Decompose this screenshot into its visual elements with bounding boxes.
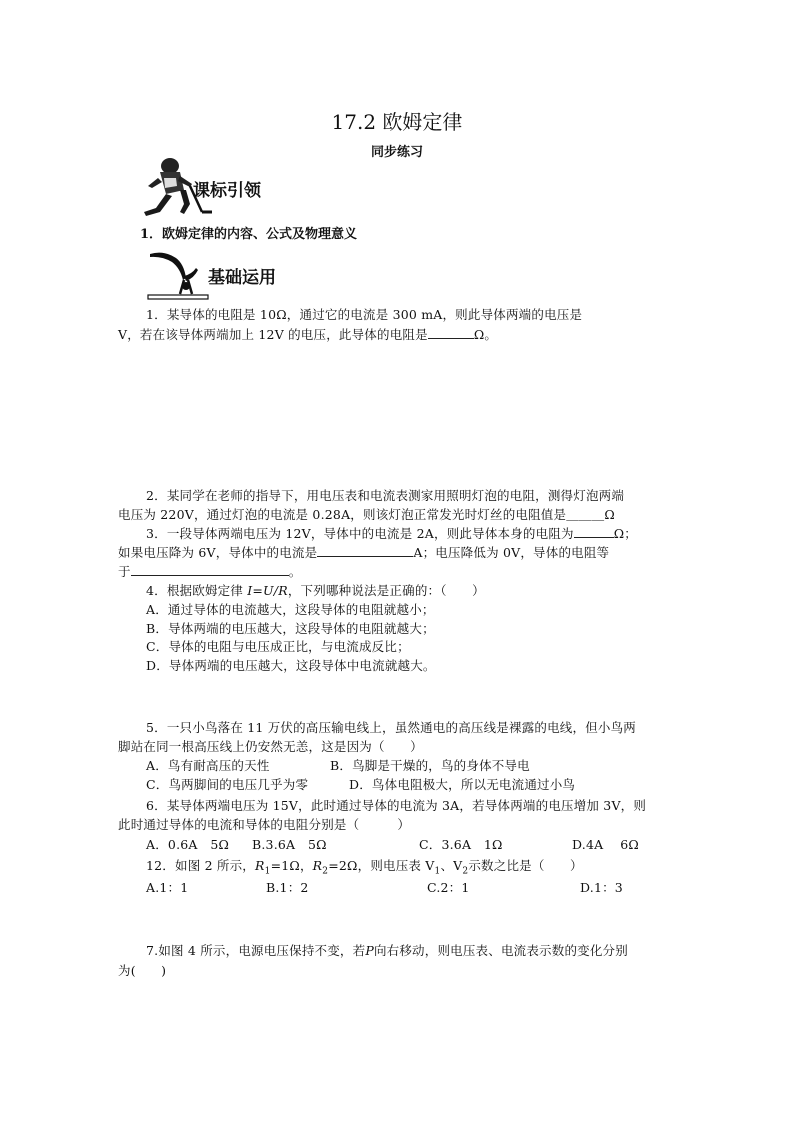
section-heading-jichu: 基础运用 bbox=[208, 268, 276, 288]
question-6-option-a: A．0.6A 5Ω bbox=[146, 837, 230, 852]
question-12-option-c: C.2：1 bbox=[427, 880, 470, 895]
answer-blank bbox=[428, 326, 474, 339]
question-5-option-a: A．鸟有耐高压的天性 bbox=[146, 758, 270, 773]
page-subtitle: 同步练习 bbox=[370, 145, 423, 160]
ohms-law-formula: I=U/R bbox=[247, 583, 288, 598]
answer-blank bbox=[131, 563, 289, 576]
answer-blank: ＿＿＿ bbox=[566, 507, 605, 522]
question-4-option-b: B．导体两端的电压越大，这段导体的电阻就越大； bbox=[146, 621, 435, 636]
question-12-stem: 12．如图 2 所示，$R_1=1\Omega$，$R_2=2\Omega$，则电压表 $V_1$、$V_2$示数之比是（ ） bbox=[146, 858, 583, 877]
question-6-line-1: 6．某导体两端电压为 15V，此时通过导体的电流为 3A，若导体两端的电压增加 3V，则 bbox=[146, 798, 647, 813]
question-12-option-d: D.1：3 bbox=[580, 880, 623, 895]
question-4-option-a: A．通过导体的电流越大，这段导体的电阻就越小； bbox=[146, 602, 435, 617]
question-12-option-b: B.1：2 bbox=[266, 880, 309, 895]
question-5-option-d: D．鸟体电阻极大，所以无电流通过小鸟 bbox=[349, 777, 576, 792]
question-5-option-c: C．鸟两脚间的电压几乎为零 bbox=[146, 777, 309, 792]
question-6-option-b: B.3.6A 5Ω bbox=[252, 837, 327, 852]
learning-objective: 1．欧姆定律的内容、公式及物理意义 bbox=[140, 227, 358, 242]
question-4-option-d: D．导体两端的电压越大，这段导体中电流就越大。 bbox=[146, 658, 436, 673]
question-12-option-a: A.1：1 bbox=[146, 880, 189, 895]
question-3-line-3: 于 。 bbox=[118, 564, 302, 579]
question-3-line-1: 3．一段导体两端电压为 12V，导体中的电流是 2A，则此导体本身的电阻为 Ω； bbox=[146, 526, 637, 541]
question-5-line-1: 5．一只小鸟落在 11 万伏的高压输电线上，虽然通电的高压线是裸露的电线，但小鸟两 bbox=[146, 720, 637, 735]
question-3-line-2: 如果电压降为 6V，导体中的电流是 A；电压降低为 0V，导体的电阻等 bbox=[118, 545, 610, 560]
answer-blank bbox=[317, 544, 413, 557]
question-2-line-1: 2．某同学在老师的指导下，用电压表和电流表测家用照明灯泡的电阻，测得灯泡两端 bbox=[146, 488, 625, 503]
question-4-option-c: C．导体的电阻与电压成正比，与电流成反比； bbox=[146, 639, 410, 654]
question-7-line-2: 为( ) bbox=[118, 963, 167, 978]
question-5-line-2: 脚站在同一根高压线上仍安然无恙，这是因为（ ） bbox=[118, 739, 423, 754]
question-6-option-d: D.4A 6Ω bbox=[572, 837, 639, 852]
question-2-line-2: 电压为 220V，通过灯泡的电流是 0.28A，则该灯泡正常发光时灯丝的电阻值是＿＿＿Ω bbox=[118, 507, 615, 522]
question-4-stem: 4．根据欧姆定律 I=U/R，下列哪种说法是正确的：（ ） bbox=[146, 583, 485, 598]
question-1-line-2: V，若在该导体两端加上 12V 的电压，此导体的电阻是 Ω。 bbox=[118, 327, 498, 342]
question-6-line-2: 此时通过导体的电流和导体的电阻分别是（ ） bbox=[118, 817, 411, 832]
gymnast-icon bbox=[146, 248, 210, 304]
question-7-line-1: 7.如图 4 所示，电源电压保持不变，若P向右移动，则电压表、电流表示数的变化分别 bbox=[146, 943, 628, 958]
question-5-option-b: B．鸟脚是干燥的，鸟的身体不导电 bbox=[330, 758, 530, 773]
page-title: 17.2 欧姆定律 bbox=[331, 110, 463, 134]
question-1-line-1: 1．某导体的电阻是 10Ω，通过它的电流是 300 mA，则此导体两端的电压是 bbox=[146, 307, 583, 322]
question-6-option-c: C．3.6A 1Ω bbox=[419, 837, 503, 852]
answer-blank bbox=[574, 525, 614, 538]
section-heading-kebiao: 课标引领 bbox=[193, 181, 261, 201]
